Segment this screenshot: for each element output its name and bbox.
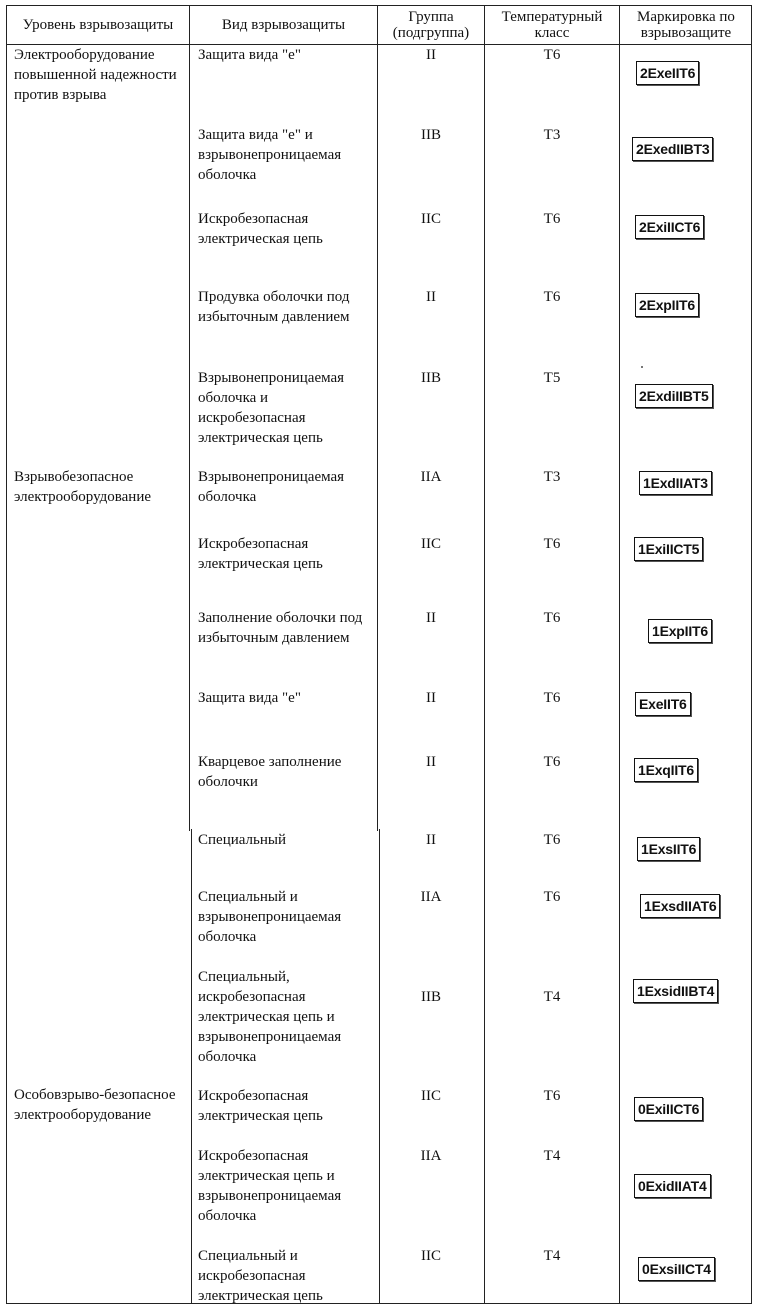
protection-type: Продувка оболочки под избыточным давлением	[198, 289, 350, 325]
protection-type: Искробезопасная электрическая цепь	[198, 536, 323, 572]
header-group: Группа (подгруппа)	[392, 9, 470, 41]
temp-class-value: T6	[543, 832, 561, 848]
protection-type: Специальный и взрывонепроницаемая оболочка	[198, 889, 342, 945]
level-increased-reliability: Электрооборудование повышенной надежности против взрыва	[14, 47, 177, 103]
marking-badge: 1ExsidIIBT4	[633, 979, 718, 1003]
marking-badge: 2ExdiIIBT5	[635, 384, 713, 408]
group-value: II	[426, 289, 436, 305]
protection-type: Специальный и искробезопасная электрическая цепь	[198, 1248, 323, 1304]
temp-class-value: T3	[543, 469, 561, 485]
temp-class-value: T5	[543, 370, 561, 386]
temp-class-value: T6	[543, 536, 561, 552]
marking-badge: 0ExsiIICT4	[638, 1257, 715, 1281]
explosion-protection-table	[6, 5, 752, 1304]
protection-type: Защита вида "e"	[198, 690, 301, 706]
group-value: IIA	[420, 469, 442, 485]
temp-class-value: T4	[543, 1148, 561, 1164]
column-divider	[484, 6, 485, 1303]
group-value: II	[426, 754, 436, 770]
group-value: IIB	[421, 989, 441, 1005]
column-divider	[191, 829, 192, 1304]
header-type: Вид взрывозащиты	[221, 17, 346, 33]
marking-badge: 1ExsIIT6	[637, 837, 700, 861]
protection-type: Специальный	[198, 832, 286, 848]
protection-type: Искробезопасная электрическая цепь	[198, 1088, 323, 1124]
temp-class-value: T6	[543, 47, 561, 63]
header-temp-class: Температурный класс	[501, 9, 603, 41]
protection-type: Искробезопасная электрическая цепь	[198, 211, 323, 247]
header-marking: Маркировка по взрывозащите	[637, 9, 735, 41]
marking-badge: 1ExqIIT6	[634, 758, 698, 782]
temp-class-value: T6	[543, 889, 561, 905]
temp-class-value: T6	[543, 1088, 561, 1104]
temp-class-value: T6	[543, 289, 561, 305]
level-explosion-proof: Взрывобезопасное электрооборудование	[14, 469, 152, 505]
group-value: II	[426, 832, 436, 848]
marking-badge: 1ExiIICT5	[634, 537, 703, 561]
marking-badge: 2ExeIIT6	[636, 61, 699, 85]
temp-class-value: T4	[543, 1248, 561, 1264]
marking-badge: 2ExiIICT6	[635, 215, 704, 239]
protection-type: Защита вида "e"	[198, 47, 301, 63]
protection-type: Специальный, искробезопасная электрическая цепь и взрывонепроницаемая оболочка	[198, 969, 342, 1065]
header-level: Уровень взрывозащиты	[22, 17, 174, 33]
protection-type: Кварцевое заполнение оболочки	[198, 754, 342, 790]
group-value: IIC	[421, 536, 441, 552]
temp-class-value: T3	[543, 127, 561, 143]
group-value: IIC	[421, 1248, 441, 1264]
marking-badge: ExeIIT6	[635, 692, 691, 716]
group-value: IIB	[421, 370, 441, 386]
column-divider	[619, 6, 620, 1303]
column-divider	[189, 6, 190, 831]
group-value: IIC	[421, 1088, 441, 1104]
marking-badge: 0ExidIIAT4	[634, 1174, 711, 1198]
marking-badge: 0ExiIICT6	[634, 1097, 703, 1121]
level-especially-explosion-proof: Особовзрыво-безопасное электрооборудование	[14, 1087, 176, 1123]
marking-badge: 1ExsdIIAT6	[640, 894, 720, 918]
protection-type: Взрывонепроницаемая оболочка и искробезопасная электрическая цепь	[198, 370, 345, 446]
marking-badge: 1ExdIIAT3	[639, 471, 712, 495]
scan-speck	[641, 366, 643, 368]
temp-class-value: T4	[543, 989, 561, 1005]
group-value: II	[426, 690, 436, 706]
group-value: IIB	[421, 127, 441, 143]
protection-type: Защита вида "e" и взрывонепроницаемая оболочка	[198, 127, 342, 183]
marking-badge: 2ExedIIBT3	[632, 137, 713, 161]
group-value: IIA	[420, 889, 442, 905]
marking-badge: 1ExpIIT6	[648, 619, 712, 643]
group-value: IIC	[421, 211, 441, 227]
temp-class-value: T6	[543, 610, 561, 626]
temp-class-value: T6	[543, 690, 561, 706]
temp-class-value: T6	[543, 754, 561, 770]
protection-type: Взрывонепроницаемая оболочка	[198, 469, 345, 505]
group-value: II	[426, 47, 436, 63]
group-value: II	[426, 610, 436, 626]
marking-badge: 2ExpIIT6	[635, 293, 699, 317]
group-value: IIA	[420, 1148, 442, 1164]
temp-class-value: T6	[543, 211, 561, 227]
protection-type: Заполнение оболочки под избыточным давлением	[198, 610, 363, 646]
protection-type: Искробезопасная электрическая цепь и взрывонепроницаемая оболочка	[198, 1148, 342, 1224]
